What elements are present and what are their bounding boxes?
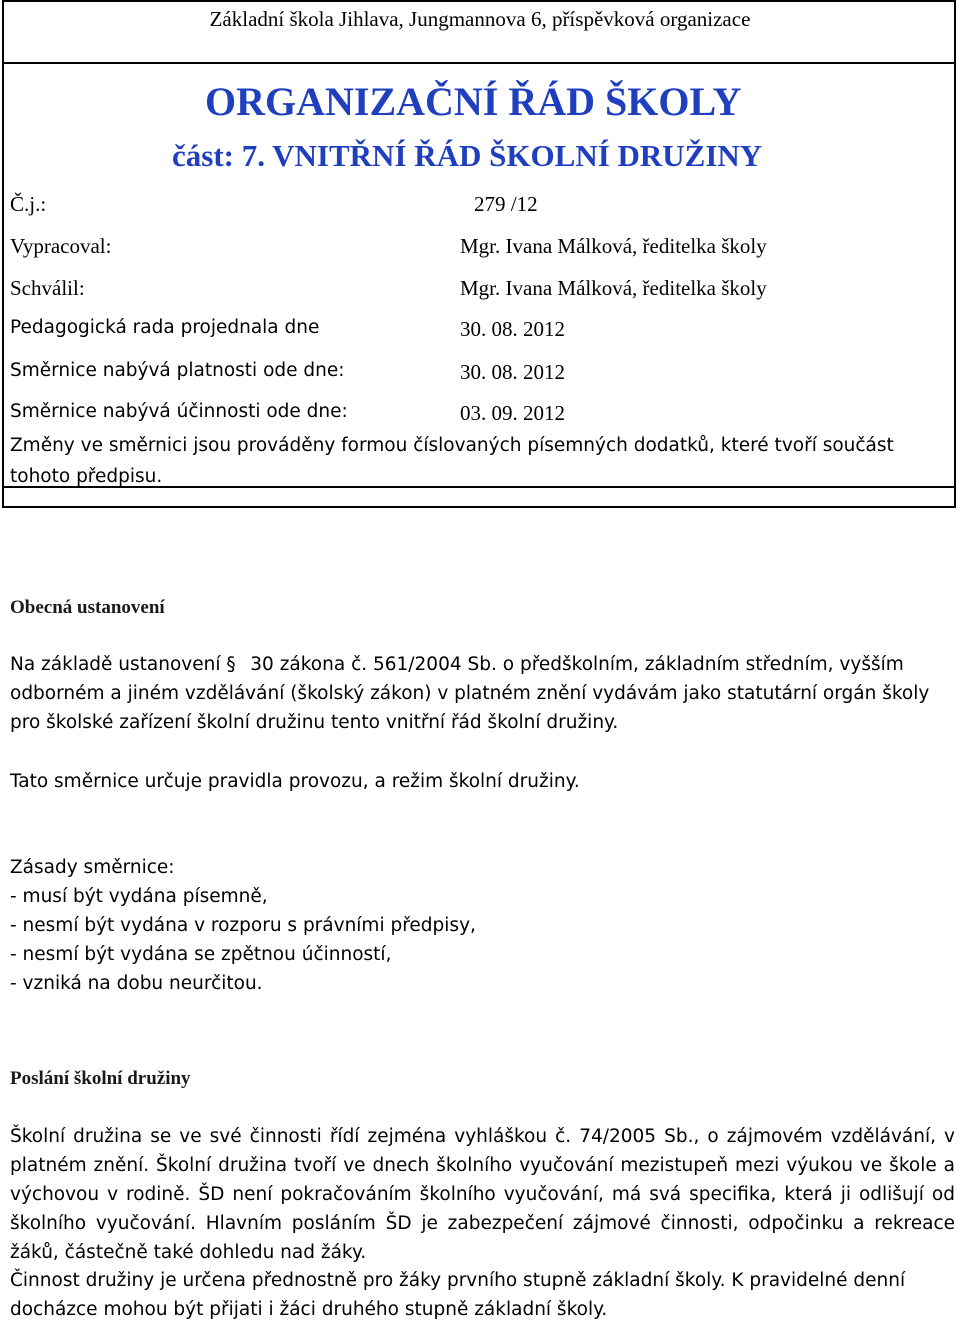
- cj-value: 279 /12: [474, 192, 538, 216]
- vypracoval-label: Vypracoval:: [10, 234, 112, 258]
- schvalil-label: Schválil:: [10, 276, 85, 300]
- list-item: - musí být vydána písemně,: [10, 886, 268, 907]
- ucinnost-label: Směrnice nabývá účinnosti ode dne:: [10, 401, 348, 422]
- paragraph-text: Na základě ustanovení: [10, 654, 221, 675]
- vypracoval-value: Mgr. Ivana Málková, ředitelka školy: [460, 234, 767, 258]
- section-heading-poslani: Poslání školní družiny: [10, 1068, 191, 1089]
- list-item: - nesmí být vydána se zpětnou účinností,: [10, 944, 392, 965]
- list-item: - vzniká na dobu neurčitou.: [10, 973, 263, 994]
- platnost-value: 30. 08. 2012: [460, 360, 565, 384]
- table-divider: [4, 62, 954, 64]
- rada-label: Pedagogická rada projednala dne: [10, 317, 320, 338]
- paragraph-poslani: Školní družina se ve své činnosti řídí zejména vyhláškou č. 74/2005 Sb., o zájmovém vzdělávání, v platném znění. Školní družina tvoří ve dnech školního vyučování mezistupeň mezi výukou ve škole a výchovou v rodině. ŠD není pokračováním školního vyučování, má svá specifika, která ji odlišují od školního vyučování. Hlavním posláním ŠD je zabezpečení zájmové činnosti, odpočinku a rekreace žáků, částečně také dohledu nad žáky.: [10, 1126, 955, 1263]
- schvalil-value: Mgr. Ivana Málková, ředitelka školy: [460, 276, 767, 300]
- zasady-title: Zásady směrnice:: [10, 857, 175, 878]
- paragraph-cinnost: Činnost družiny je určena přednostně pro žáky prvního stupně základní školy. K pravidelné denní docházce mohou být přijati i žáci druhého stupně základní školy.: [10, 1270, 906, 1320]
- ucinnost-value: 03. 09. 2012: [460, 401, 565, 425]
- paragraph-text: 30 zákona č. 561/2004 Sb. o předškolním, základním středním, vyšším odborném a jiném vzdělávání (školský zákon) v platném znění vydávám jako statutární orgán školy pro školské zařízení školní družinu tento vnitřní řád školní družiny.: [10, 654, 930, 733]
- platnost-label: Směrnice nabývá platnosti ode dne:: [10, 360, 345, 381]
- paragraph-ustanoveni: [10, 650, 950, 737]
- section-heading-obecna: Obecná ustanovení: [10, 597, 165, 618]
- cj-label: Č.j.:: [10, 192, 47, 216]
- document-title: ORGANIZAČNÍ ŘÁD ŠKOLY: [205, 79, 742, 124]
- document-subtitle: část: 7. VNITŘNÍ ŘÁD ŠKOLNÍ DRUŽINY: [172, 138, 763, 173]
- rada-value: 30. 08. 2012: [460, 317, 565, 341]
- list-item: - nesmí být vydána v rozporu s právními předpisy,: [10, 915, 476, 936]
- school-name: Základní škola Jihlava, Jungmannova 6, příspěvková organizace: [209, 7, 751, 31]
- paragraph-sign: §: [226, 654, 236, 675]
- paragraph-smernice: Tato směrnice určuje pravidla provozu, a režim školní družiny.: [10, 771, 580, 792]
- zmeny-note: Změny ve směrnici jsou prováděny formou číslovaných písemných dodatků, které tvoří součást tohoto předpisu.: [10, 435, 894, 487]
